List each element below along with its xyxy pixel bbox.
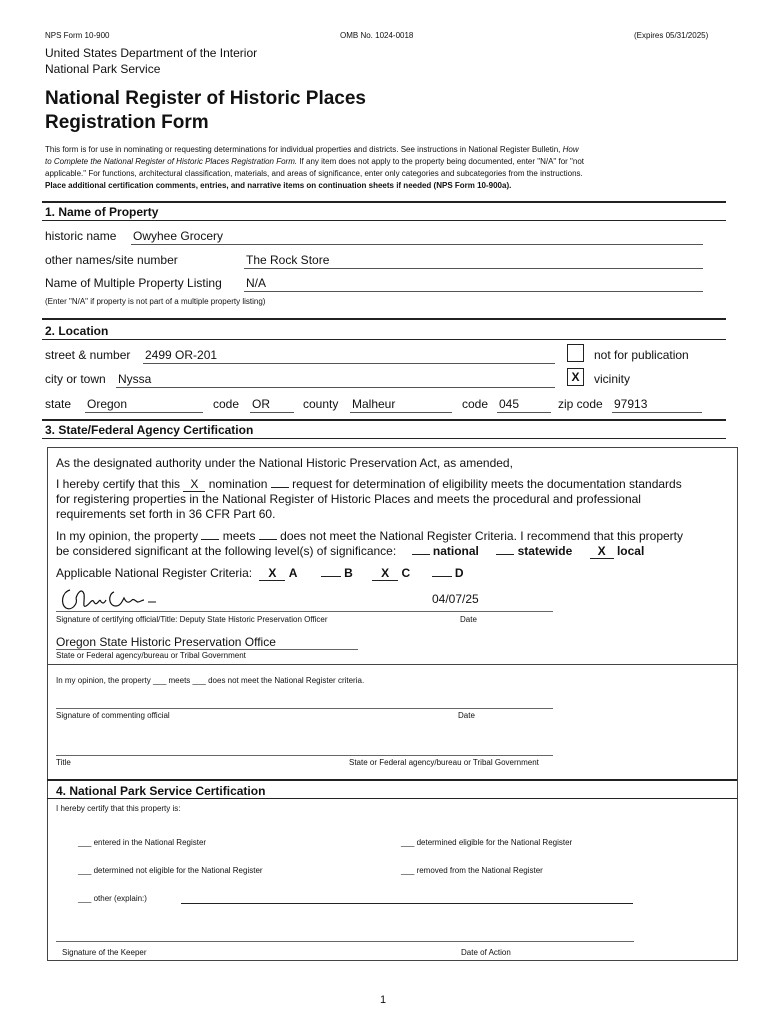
- option-determined-eligible[interactable]: ___ determined eligible for the National Register: [401, 838, 573, 847]
- certify-line-2: for registering properties in the National Register of Historic Places and meets the procedural and professional: [56, 492, 641, 506]
- state-field[interactable]: Oregon: [85, 397, 203, 413]
- section-1-title: 1. Name of Property: [45, 205, 159, 219]
- zip-field[interactable]: 97913: [612, 397, 702, 413]
- authority-statement: As the designated authority under the National Historic Preservation Act, as amended,: [56, 456, 513, 470]
- page-number: 1: [380, 994, 387, 1006]
- state-code-field[interactable]: OR: [250, 397, 294, 413]
- option-removed[interactable]: ___ removed from the National Register: [401, 866, 543, 875]
- meets-mark[interactable]: [201, 539, 219, 540]
- intro-line-1: This form is for use in nominating or requesting determinations for individual properties and districts. See instructions in National Register Bulletin, How: [45, 145, 579, 154]
- city-label: city or town: [45, 372, 106, 386]
- keeper-caption: Signature of the Keeper: [62, 948, 147, 957]
- commenting-signature-caption: Signature of commenting official: [56, 711, 170, 720]
- other-names-field[interactable]: The Rock Store: [244, 253, 703, 269]
- multiple-listing-label: Name of Multiple Property Listing: [45, 276, 222, 290]
- not-for-publication-label: not for publication: [594, 348, 689, 362]
- street-field[interactable]: 2499 OR-201: [143, 348, 555, 364]
- agency-name: National Park Service: [45, 62, 161, 76]
- agency-name-field: Oregon State Historic Preservation Office: [56, 635, 276, 649]
- omb-number: OMB No. 1024-0018: [340, 31, 414, 40]
- opinion-line-1: In my opinion, the property meets does not meet the National Register Criteria. I recommend that this property: [56, 529, 683, 543]
- commenting-date-caption: Date: [458, 711, 475, 720]
- section-4-title: 4. National Park Service Certification: [56, 784, 266, 798]
- agency-caption: State or Federal agency/bureau or Tribal Government: [56, 651, 246, 660]
- historic-name-field[interactable]: Owyhee Grocery: [131, 229, 703, 245]
- page-title: National Register of Historic Places: [45, 88, 366, 109]
- form-number: NPS Form 10-900: [45, 31, 110, 40]
- not-for-publication-checkbox[interactable]: [567, 344, 584, 362]
- criterion-b-mark[interactable]: [321, 576, 341, 577]
- vicinity-checkbox[interactable]: X: [567, 368, 584, 386]
- intro-line-2: to Complete the National Register of Historic Places Registration Form. If any item does not apply to the property being documented, enter "N/A" for "not: [45, 157, 585, 166]
- expiration-date: (Expires 05/31/2025): [634, 31, 709, 40]
- other-names-label: other names/site number: [45, 253, 178, 267]
- certification-box: [47, 447, 738, 961]
- county-code-field[interactable]: 045: [497, 397, 551, 413]
- multiple-listing-field[interactable]: N/A: [244, 276, 703, 292]
- title-agency-caption: State or Federal agency/bureau or Tribal Government: [349, 758, 539, 767]
- national-mark[interactable]: [412, 554, 430, 555]
- section-4-top-rule: [47, 779, 737, 781]
- commenting-divider: [47, 664, 737, 665]
- section-3-header-rule: [42, 438, 726, 439]
- section-2-title: 2. Location: [45, 324, 109, 338]
- title-line: [56, 755, 553, 756]
- section-4-header-rule: [47, 798, 737, 799]
- option-other[interactable]: ___ other (explain:): [78, 894, 147, 903]
- request-mark[interactable]: [271, 487, 289, 488]
- certify-line-1: I hereby certify that this X nomination request for determination of eligibility meets the documentation standards: [56, 477, 682, 491]
- signature-date-caption: Date: [460, 615, 477, 624]
- criterion-c-mark[interactable]: X: [372, 566, 398, 581]
- department-name: United States Department of the Interior: [45, 46, 258, 60]
- criterion-a-mark[interactable]: X: [259, 566, 285, 581]
- certify-line-3: requirements set forth in 36 CFR Part 60.: [56, 507, 276, 521]
- signature-line: [56, 611, 553, 612]
- section-2-header-rule: [42, 339, 726, 340]
- section-1-top-rule: [42, 201, 726, 203]
- section-1-header-rule: [42, 220, 726, 221]
- signature-date: 04/07/25: [432, 592, 479, 606]
- does-not-meet-mark[interactable]: [259, 539, 277, 540]
- intro-line-3: applicable." For functions, architectural classification, materials, and areas of significance, enter only categories and subcategories from the instructions.: [45, 169, 583, 178]
- multiple-listing-note: (Enter "N/A" if property is not part of a multiple property listing): [45, 297, 266, 306]
- other-explain-line[interactable]: [181, 903, 633, 904]
- criterion-d-mark[interactable]: [432, 576, 452, 577]
- commenting-opinion: In my opinion, the property ___ meets ___ does not meet the National Register criteria.: [56, 676, 365, 685]
- city-field[interactable]: Nyssa: [116, 372, 555, 388]
- action-date-caption: Date of Action: [461, 948, 511, 957]
- vicinity-label: vicinity: [594, 372, 631, 386]
- nps-certify-statement: I hereby certify that this property is:: [56, 804, 181, 813]
- county-label: county: [303, 397, 339, 411]
- section-3-top-rule: [42, 419, 726, 421]
- zip-label: zip code: [558, 397, 603, 411]
- local-mark[interactable]: X: [590, 544, 614, 559]
- county-field[interactable]: Malheur: [350, 397, 452, 413]
- county-code-label: code: [462, 397, 489, 411]
- page-subtitle: Registration Form: [45, 112, 209, 133]
- signature-caption: Signature of certifying official/Title: Deputy State Historic Preservation Officer: [56, 615, 328, 624]
- keeper-signature-line: [56, 941, 634, 942]
- nomination-mark[interactable]: X: [183, 477, 205, 492]
- street-label: street & number: [45, 348, 131, 362]
- state-label: state: [45, 397, 72, 411]
- historic-name-label: historic name: [45, 229, 117, 243]
- handwritten-signature: [56, 584, 166, 614]
- statewide-mark[interactable]: [496, 554, 514, 555]
- criteria-line: Applicable National Register Criteria: X A B X C D: [56, 566, 464, 580]
- state-code-label: code: [213, 397, 240, 411]
- commenting-signature-line: [56, 708, 553, 709]
- agency-line: [56, 649, 358, 650]
- title-caption: Title: [56, 758, 71, 767]
- section-2-top-rule: [42, 318, 726, 320]
- opinion-line-2: be considered significant at the following level(s) of significance: national statewide X local: [56, 544, 645, 558]
- section-3-title: 3. State/Federal Agency Certification: [45, 423, 254, 437]
- intro-line-4: Place additional certification comments, entries, and narrative items on continuation sheets if needed (NPS Form 10-900a).: [45, 181, 512, 190]
- option-entered[interactable]: ___ entered in the National Register: [78, 838, 207, 847]
- option-not-eligible[interactable]: ___ determined not eligible for the National Register: [78, 866, 263, 875]
